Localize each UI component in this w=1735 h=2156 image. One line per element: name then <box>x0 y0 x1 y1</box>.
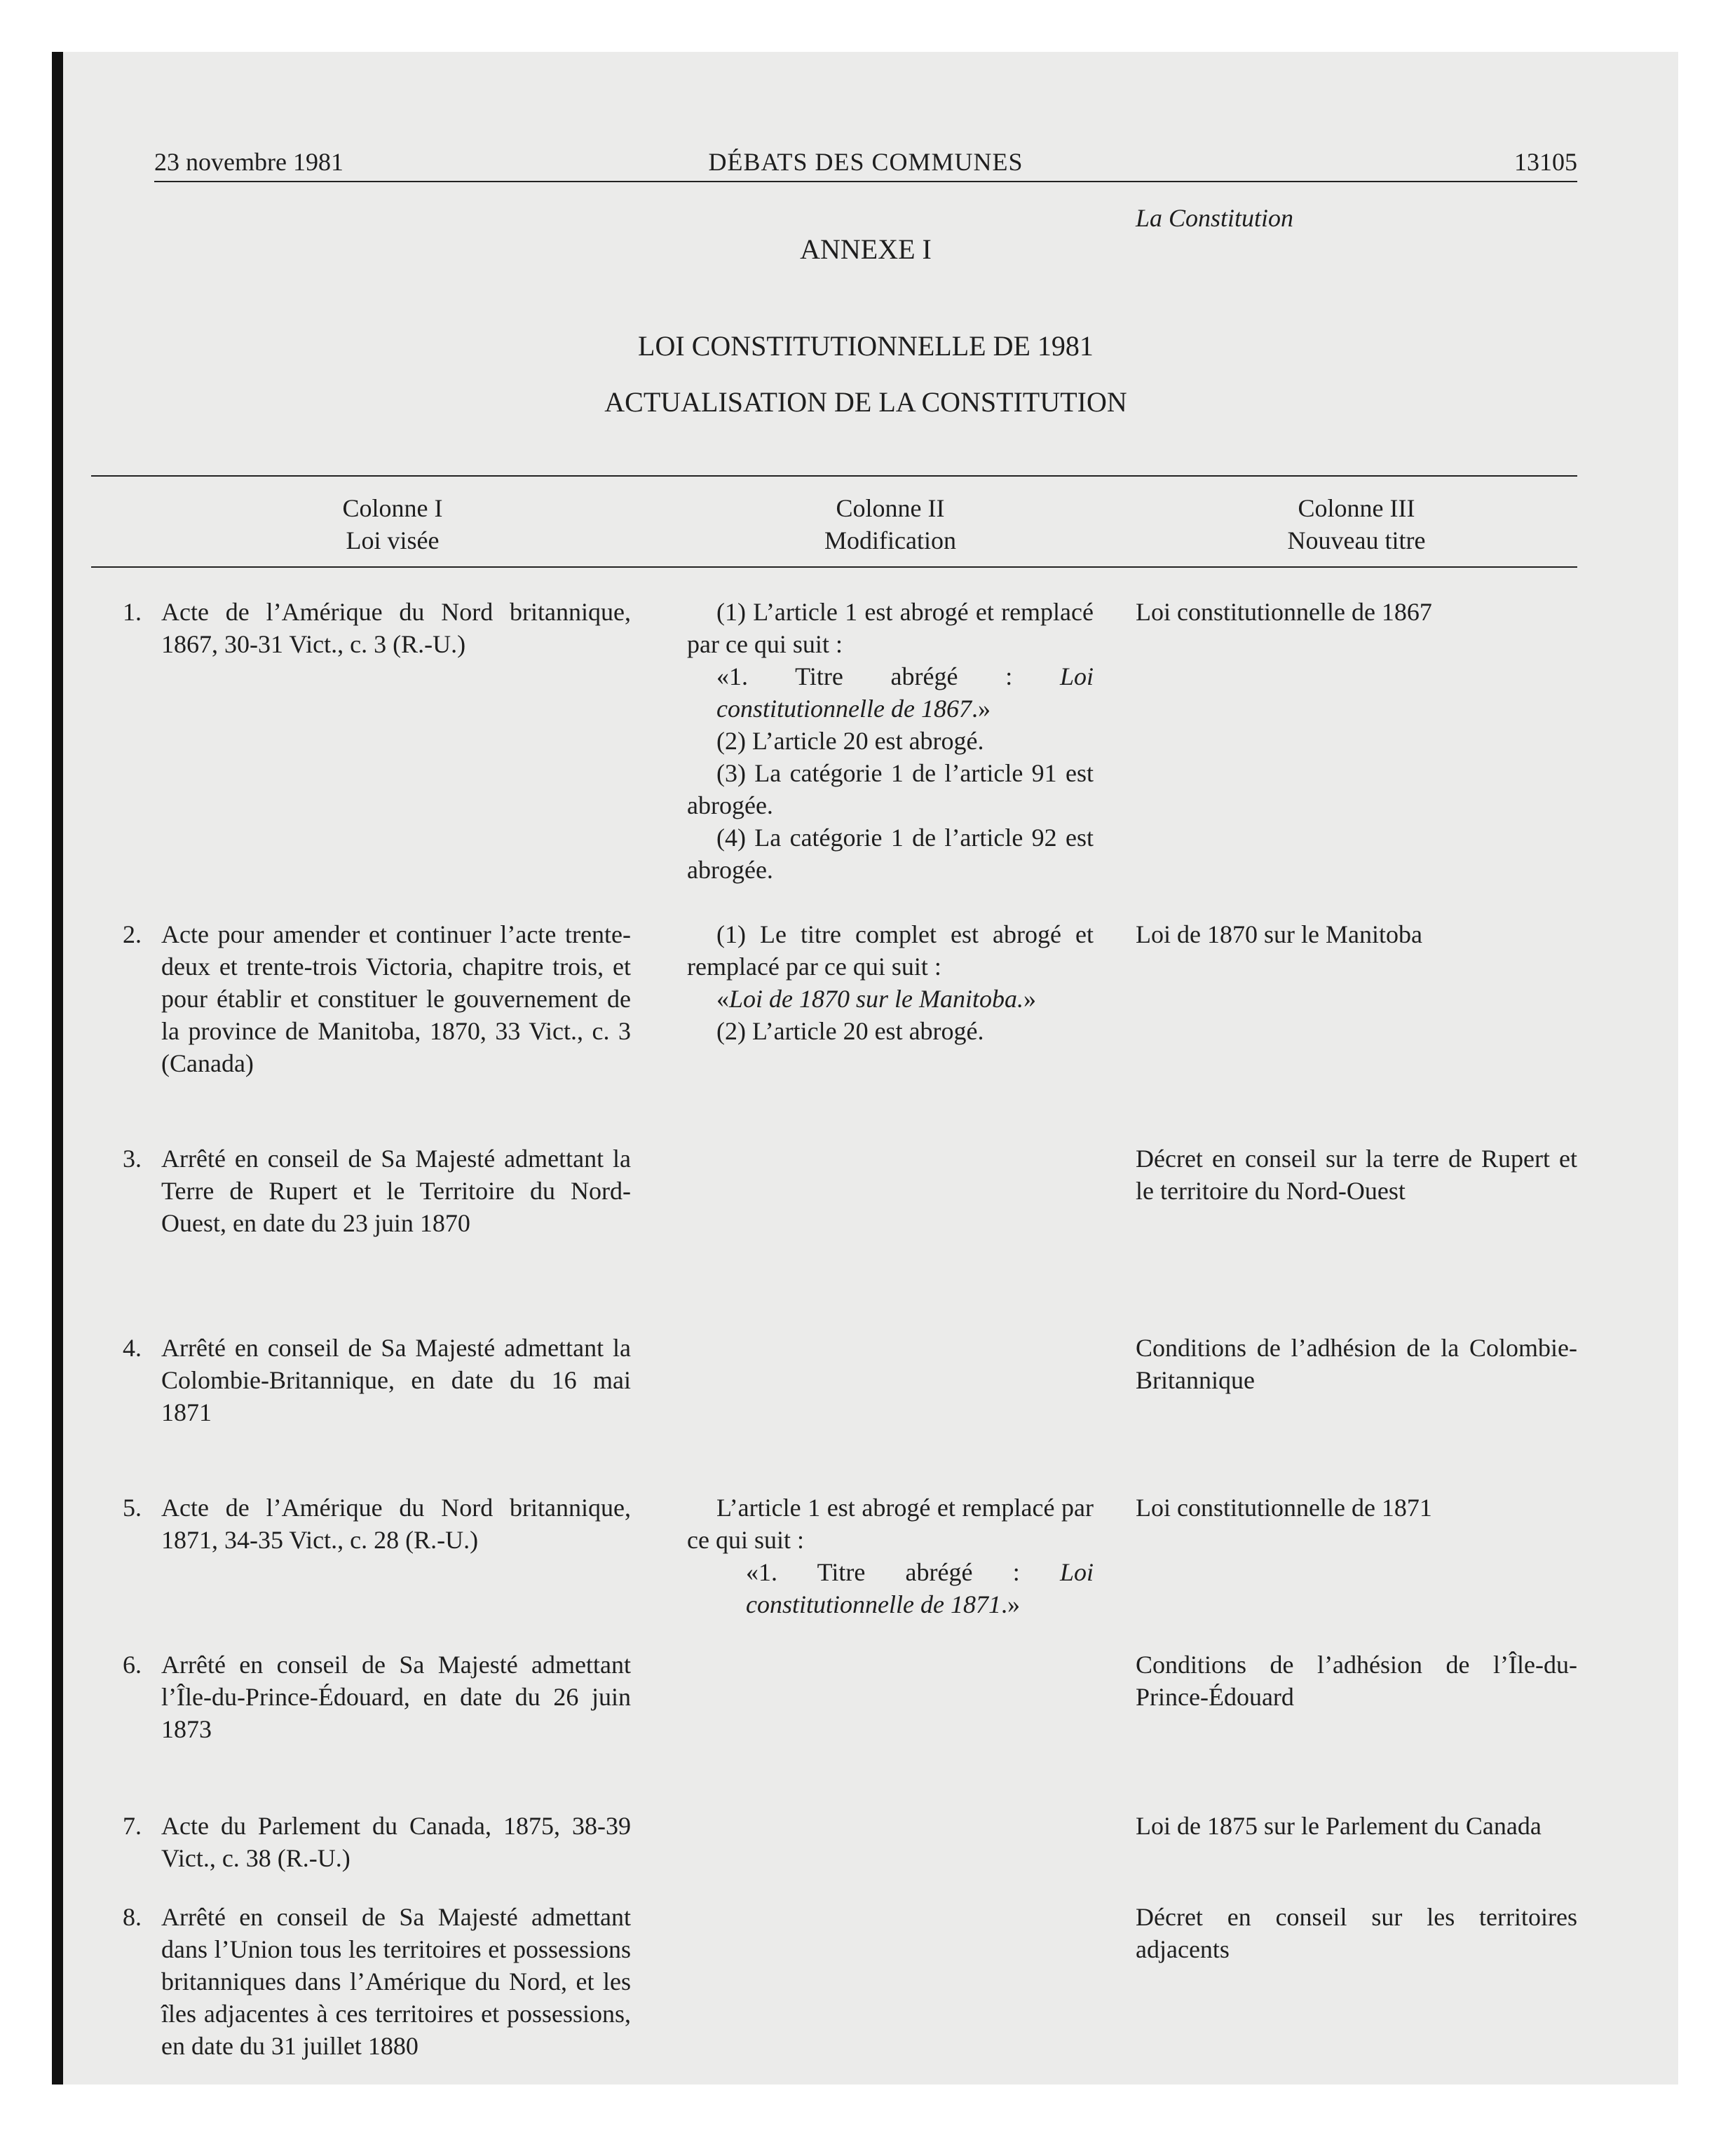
act-referred: Arrêté en conseil de Sa Majesté admettant l’Île-du-Prince-Édouard, en date du 26 juin 1873 <box>161 1651 631 1743</box>
header-publication: DÉBATS DES COMMUNES <box>708 148 1023 176</box>
new-title: Conditions de l’adhésion de la Colombie-Britannique <box>1136 1334 1577 1394</box>
new-title: Loi constitutionnelle de 1867 <box>1136 598 1432 626</box>
quote-suffix: .» <box>1000 1590 1020 1618</box>
new-title: Conditions de l’adhésion de l’Île-du-Prince-Édouard <box>1136 1651 1577 1711</box>
row-number: 8. <box>123 1903 142 1931</box>
amendment-clause: (2) L’article 20 est abrogé. <box>716 727 984 755</box>
new-title: Loi de 1870 sur le Manitoba <box>1136 920 1422 948</box>
act-subtitle: ACTUALISATION DE LA CONSTITUTION <box>604 386 1127 418</box>
quote-suffix: .» <box>971 695 991 723</box>
row-number: 5. <box>123 1494 142 1522</box>
new-title: Décret en conseil sur la terre de Rupert et le territoire du Nord-Ouest <box>1136 1145 1577 1205</box>
amendment-quote <box>687 983 1094 1015</box>
table-top-rule <box>91 475 1577 477</box>
running-header <box>154 147 1577 179</box>
annex-title: ANNEXE I <box>800 233 932 265</box>
amendment-clause: (1) Le titre complet est abrogé et remplacé par ce qui suit : <box>687 920 1094 981</box>
amendment <box>687 918 1094 1047</box>
document-page <box>123 0 1577 2156</box>
new-title: Loi constitutionnelle de 1871 <box>1136 1494 1432 1522</box>
amendment-clause: L’article 1 est abrogé et remplacé par ce qui suit : <box>687 1494 1094 1554</box>
column-header-3-number: Colonne III <box>1298 494 1415 522</box>
column-header-2-number: Colonne II <box>836 494 945 522</box>
row-number: 1. <box>123 598 142 626</box>
amendment-quote <box>687 660 1094 725</box>
column-header-2 <box>687 492 1094 557</box>
amendment <box>687 596 1094 886</box>
column-header-2-label: Modification <box>824 526 956 554</box>
act-referred: Arrêté en conseil de Sa Majesté admettant la Terre de Rupert et le Territoire du Nord-Ouest, en date du 23 juin 1870 <box>161 1145 631 1237</box>
column-header-1 <box>154 492 631 557</box>
quote-prefix: «1. Titre abrégé : <box>716 662 1060 690</box>
column-header-3-label: Nouveau titre <box>1287 526 1426 554</box>
amendment-quote <box>687 1556 1094 1621</box>
row-number: 4. <box>123 1334 142 1362</box>
binding-edge <box>52 52 63 2085</box>
act-title: LOI CONSTITUTIONNELLE DE 1981 <box>638 330 1094 362</box>
amendment-clause: (4) La catégorie 1 de l’article 92 est abrogée. <box>687 824 1094 884</box>
new-title: Loi de 1875 sur le Parlement du Canada <box>1136 1812 1542 1840</box>
quote-title: Loi de 1870 sur le Manitoba. <box>729 985 1023 1013</box>
row-number: 7. <box>123 1812 142 1840</box>
act-referred: Acte du Parlement du Canada, 1875, 38-39 Vict., c. 38 (R.-U.) <box>161 1812 631 1872</box>
amendment-clause: (2) L’article 20 est abrogé. <box>716 1017 984 1045</box>
amendment-clause: (3) La catégorie 1 de l’article 91 est abrogée. <box>687 759 1094 819</box>
table-header-rule <box>91 566 1577 568</box>
act-referred: Arrêté en conseil de Sa Majesté admettant la Colombie-Britannique, en date du 16 mai 1871 <box>161 1334 631 1426</box>
quote-prefix: « <box>716 985 729 1013</box>
row-number: 2. <box>123 920 142 948</box>
amendment <box>687 1492 1094 1621</box>
act-referred: Acte de l’Amérique du Nord britannique, 1867, 30-31 Vict., c. 3 (R.-U.) <box>161 598 631 658</box>
column-header-1-label: Loi visée <box>346 526 440 554</box>
quote-suffix: » <box>1023 985 1036 1013</box>
row-number: 3. <box>123 1145 142 1173</box>
header-date: 23 novembre 1981 <box>154 148 343 176</box>
amendment-clause: (1) L’article 1 est abrogé et remplacé par ce qui suit : <box>687 598 1094 658</box>
quote-prefix: «1. Titre abrégé : <box>746 1558 1060 1586</box>
column-header-1-number: Colonne I <box>342 494 443 522</box>
new-title: Décret en conseil sur les territoires adjacents <box>1136 1903 1577 1963</box>
column-header-3 <box>1136 492 1577 557</box>
act-referred: Arrêté en conseil de Sa Majesté admettant dans l’Union tous les territoires et possessions britanniques dans l’Amérique du Nord, et les îles adjacentes à ces territoires et possessions, en date du 31 juillet 1880 <box>161 1903 631 2060</box>
quote-title: Loi constitutionnelle de 1871 <box>746 1558 1094 1618</box>
header-page-number: 13105 <box>1514 148 1577 176</box>
row-number: 6. <box>123 1651 142 1679</box>
header-rule <box>154 181 1577 182</box>
act-referred: Acte pour amender et continuer l’acte trente-deux et trente-trois Victoria, chapitre trois, et pour établir et constituer le gouvernement de la province de Manitoba, 1870, 33 Vict., c. 3 (Canada) <box>161 920 631 1077</box>
act-referred: Acte de l’Amérique du Nord britannique, 1871, 34-35 Vict., c. 28 (R.-U.) <box>161 1494 631 1554</box>
section-tag: La Constitution <box>1136 204 1294 232</box>
quote-title: Loi constitutionnelle de 1867 <box>716 662 1094 723</box>
